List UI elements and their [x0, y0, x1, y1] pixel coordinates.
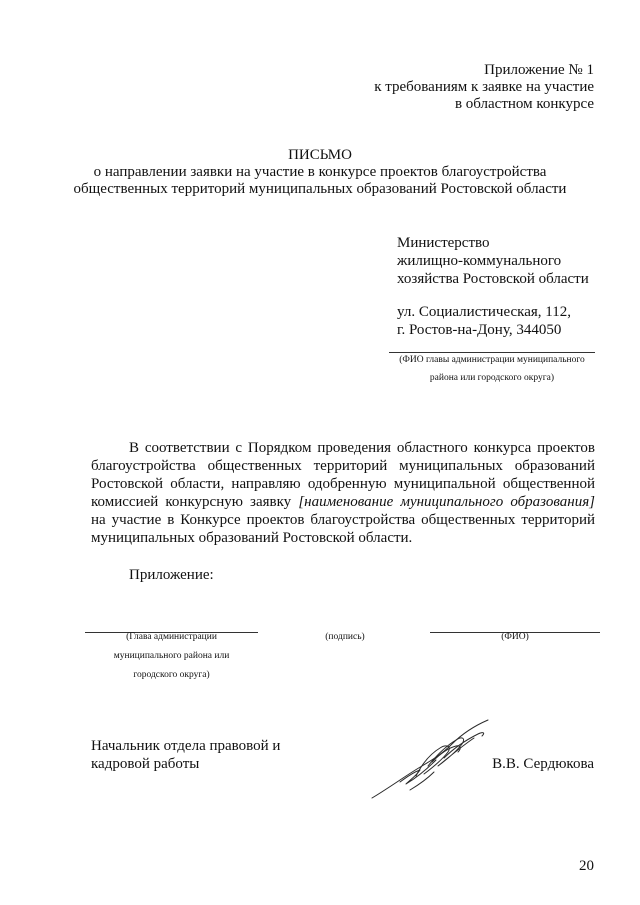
address-city: г. Ростов-на-Дону, 344050 — [397, 322, 562, 338]
letter-body — [91, 439, 595, 547]
appendix-number: Приложение № 1 — [484, 62, 594, 78]
addressee-block — [397, 234, 617, 288]
body-line-2: благоустройства общественных территорий муниципальных образований — [91, 458, 595, 474]
body-line-1: В соответствии с Порядком проведения областного конкурса проектов — [129, 440, 595, 456]
body-line-4 — [91, 493, 595, 511]
appendix-header — [274, 62, 594, 113]
address-street: ул. Социалистическая, 112, — [397, 304, 571, 320]
head-caption — [85, 631, 258, 681]
sender-caption-line-2: района или городского округа) — [429, 373, 555, 383]
appendix-subtitle-1: к требованиям к заявке на участие — [374, 79, 594, 95]
signatory-name: В.В. Сердюкова — [492, 756, 594, 772]
position-line-2: кадровой работы — [91, 756, 200, 772]
body-line-5: на участие в Конкурсе проектов благоустройства общественных территорий — [91, 512, 595, 528]
name-caption: (ФИО) — [501, 632, 529, 642]
municipality-placeholder: [наименование муниципального образования] — [298, 494, 596, 510]
handwritten-signature — [370, 718, 500, 800]
title-line-1: о направлении заявки на участие в конкурсе проектов благоустройства — [93, 164, 547, 180]
sender-caption — [389, 354, 595, 384]
addressee-line-1: Министерство — [397, 235, 490, 251]
sender-caption-line-1: (ФИО главы администрации муниципального — [399, 355, 585, 365]
letter-title — [40, 147, 600, 198]
body-line-4-text: комиссией конкурсную заявку — [91, 494, 292, 510]
head-caption-line-3: городского округа) — [133, 670, 210, 680]
addressee-address — [397, 303, 617, 339]
title-heading: ПИСЬМО — [288, 147, 352, 163]
position-line-1: Начальник отдела правовой и — [91, 738, 281, 754]
title-line-2: общественных территорий муниципальных образований Ростовской области — [73, 181, 567, 197]
addressee-line-2: жилищно-коммунального — [397, 253, 562, 269]
signature-caption: (подпись) — [325, 632, 365, 642]
appendix-subtitle-2: в областном конкурсе — [454, 96, 594, 112]
head-caption-line-1: (Глава администрации — [126, 632, 217, 642]
head-caption-line-2: муниципального района или — [113, 651, 230, 661]
page-number: 20 — [579, 858, 594, 874]
signatory-position — [91, 737, 280, 773]
body-line-6: муниципальных образований Ростовской области. — [91, 530, 413, 546]
addressee-line-3: хозяйства Ростовской области — [397, 271, 589, 287]
body-line-3: Ростовской области, направляю одобренную муниципальной общественной — [91, 476, 595, 492]
attachment-label: Приложение: — [129, 567, 214, 583]
sender-name-line — [389, 352, 595, 353]
